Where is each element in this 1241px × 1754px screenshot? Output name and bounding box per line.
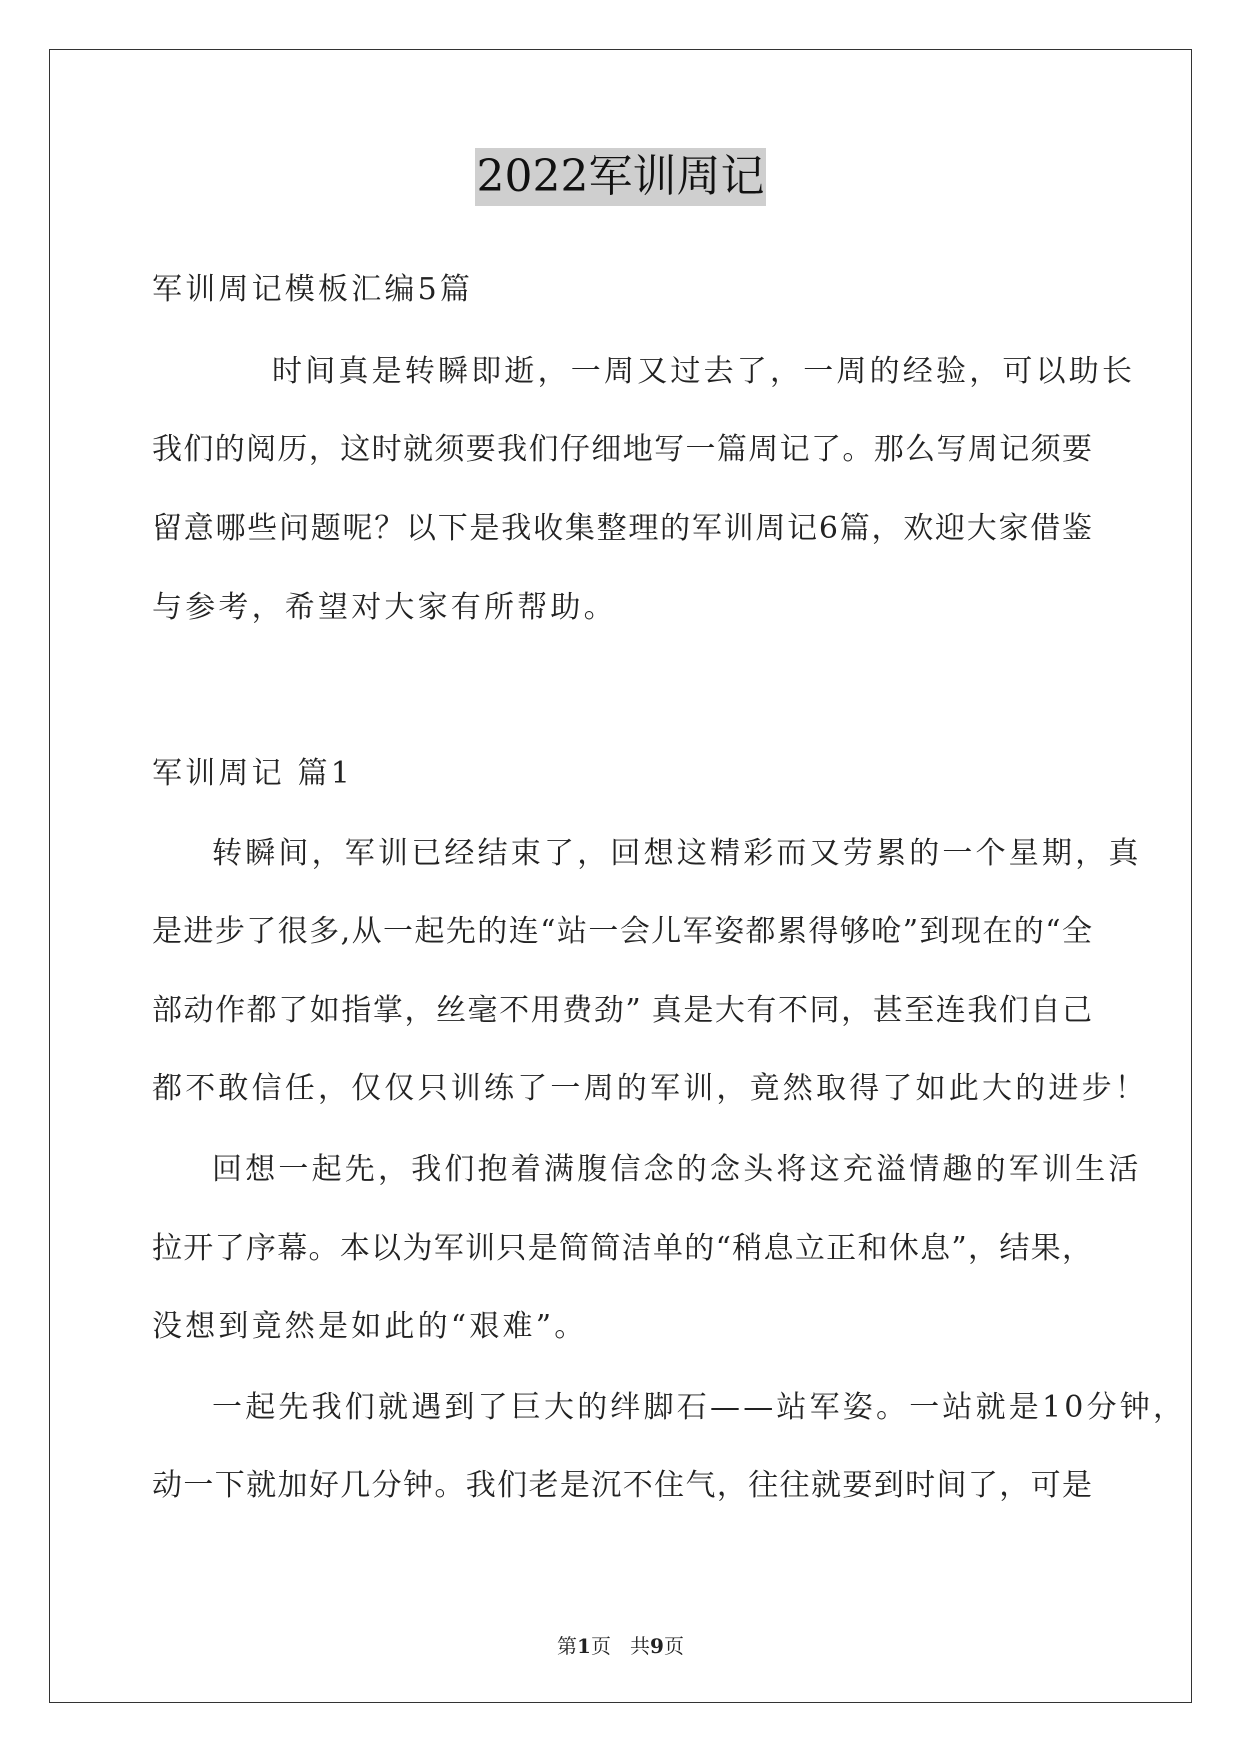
intro-line-4: 与参考，希望对大家有所帮助。 (152, 590, 617, 625)
title-container (0, 148, 1241, 206)
body-line-4: 都不敢信任，仅仅只训练了一周的军训，竟然取得了如此大的进步！ (152, 1071, 1148, 1106)
footer-page-current: 1 (577, 1634, 591, 1658)
footer-page-prefix: 第 (557, 1634, 578, 1658)
document-subtitle: 军训周记模板汇编5篇 (152, 272, 474, 307)
body-line-3: 部动作都了如指掌，丝毫不用费劲” 真是大有不同，甚至连我们自己 (152, 993, 1092, 1028)
intro-line-2: 我们的阅历，这时就须要我们仔细地写一篇周记了。那么写周记须要 (152, 432, 1092, 467)
body-line-8: 一起先我们就遇到了巨大的绊脚石——站军姿。一站就是10分钟， (212, 1390, 1187, 1425)
page-footer (0, 1633, 1241, 1659)
document-title: 2022军训周记 (475, 148, 767, 206)
body-line-6: 拉开了序幕。本以为军训只是简简洁单的“稍息立正和休息”，结果， (152, 1231, 1092, 1266)
intro-line-1: 时间真是转瞬即逝，一周又过去了，一周的经验，可以助长 (272, 354, 1136, 389)
body-line-7: 没想到竟然是如此的“艰难”。 (152, 1309, 588, 1344)
body-line-2: 是进步了很多,从一起先的连“站一会儿军姿都累得够呛”到现在的“全 (152, 914, 1092, 949)
body-line-9: 动一下就加好几分钟。我们老是沉不住气，往往就要到时间了，可是 (152, 1468, 1092, 1503)
intro-line-3: 留意哪些问题呢？以下是我收集整理的军训周记6篇，欢迎大家借鉴 (152, 511, 1092, 546)
section-heading: 军训周记 篇1 (152, 756, 354, 791)
footer-page-mid: 页 共 (590, 1634, 651, 1658)
footer-page-total: 9 (650, 1634, 664, 1658)
body-line-1: 转瞬间，军训已经结束了，回想这精彩而又劳累的一个星期，真 (212, 836, 1142, 871)
footer-page-suffix: 页 (663, 1634, 684, 1658)
body-line-5: 回想一起先，我们抱着满腹信念的念头将这充溢情趣的军训生活 (212, 1152, 1142, 1187)
